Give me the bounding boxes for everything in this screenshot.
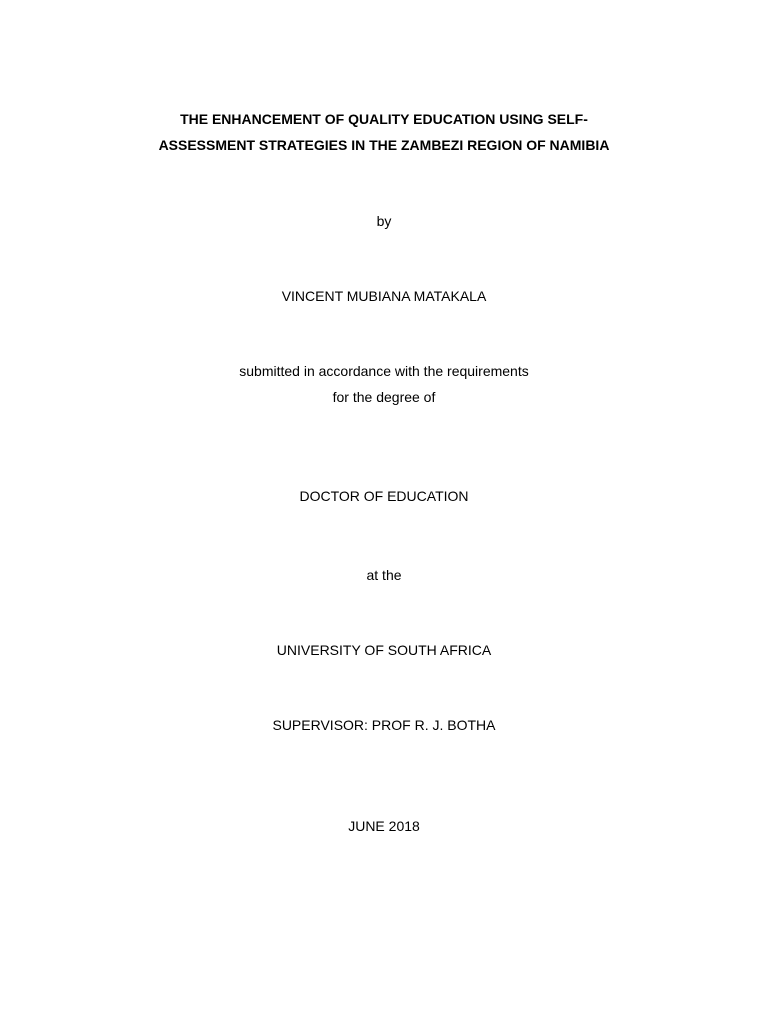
submission-line-1: submitted in accordance with the requirements: [239, 363, 529, 379]
thesis-title-line-1: THE ENHANCEMENT OF QUALITY EDUCATION USING SELF-: [180, 111, 588, 127]
thesis-title-line-2: ASSESSMENT STRATEGIES IN THE ZAMBEZI REGION OF NAMIBIA: [158, 137, 610, 153]
supervisor-line: SUPERVISOR: PROF R. J. BOTHA: [272, 717, 496, 733]
by-label: by: [376, 213, 392, 229]
submission-date: JUNE 2018: [348, 818, 420, 834]
degree-name: DOCTOR OF EDUCATION: [299, 488, 469, 504]
author-name: VINCENT MUBIANA MATAKALA: [281, 288, 487, 304]
at-the-label: at the: [366, 567, 402, 583]
university-name: UNIVERSITY OF SOUTH AFRICA: [276, 642, 492, 658]
submission-line-2: for the degree of: [332, 389, 436, 405]
